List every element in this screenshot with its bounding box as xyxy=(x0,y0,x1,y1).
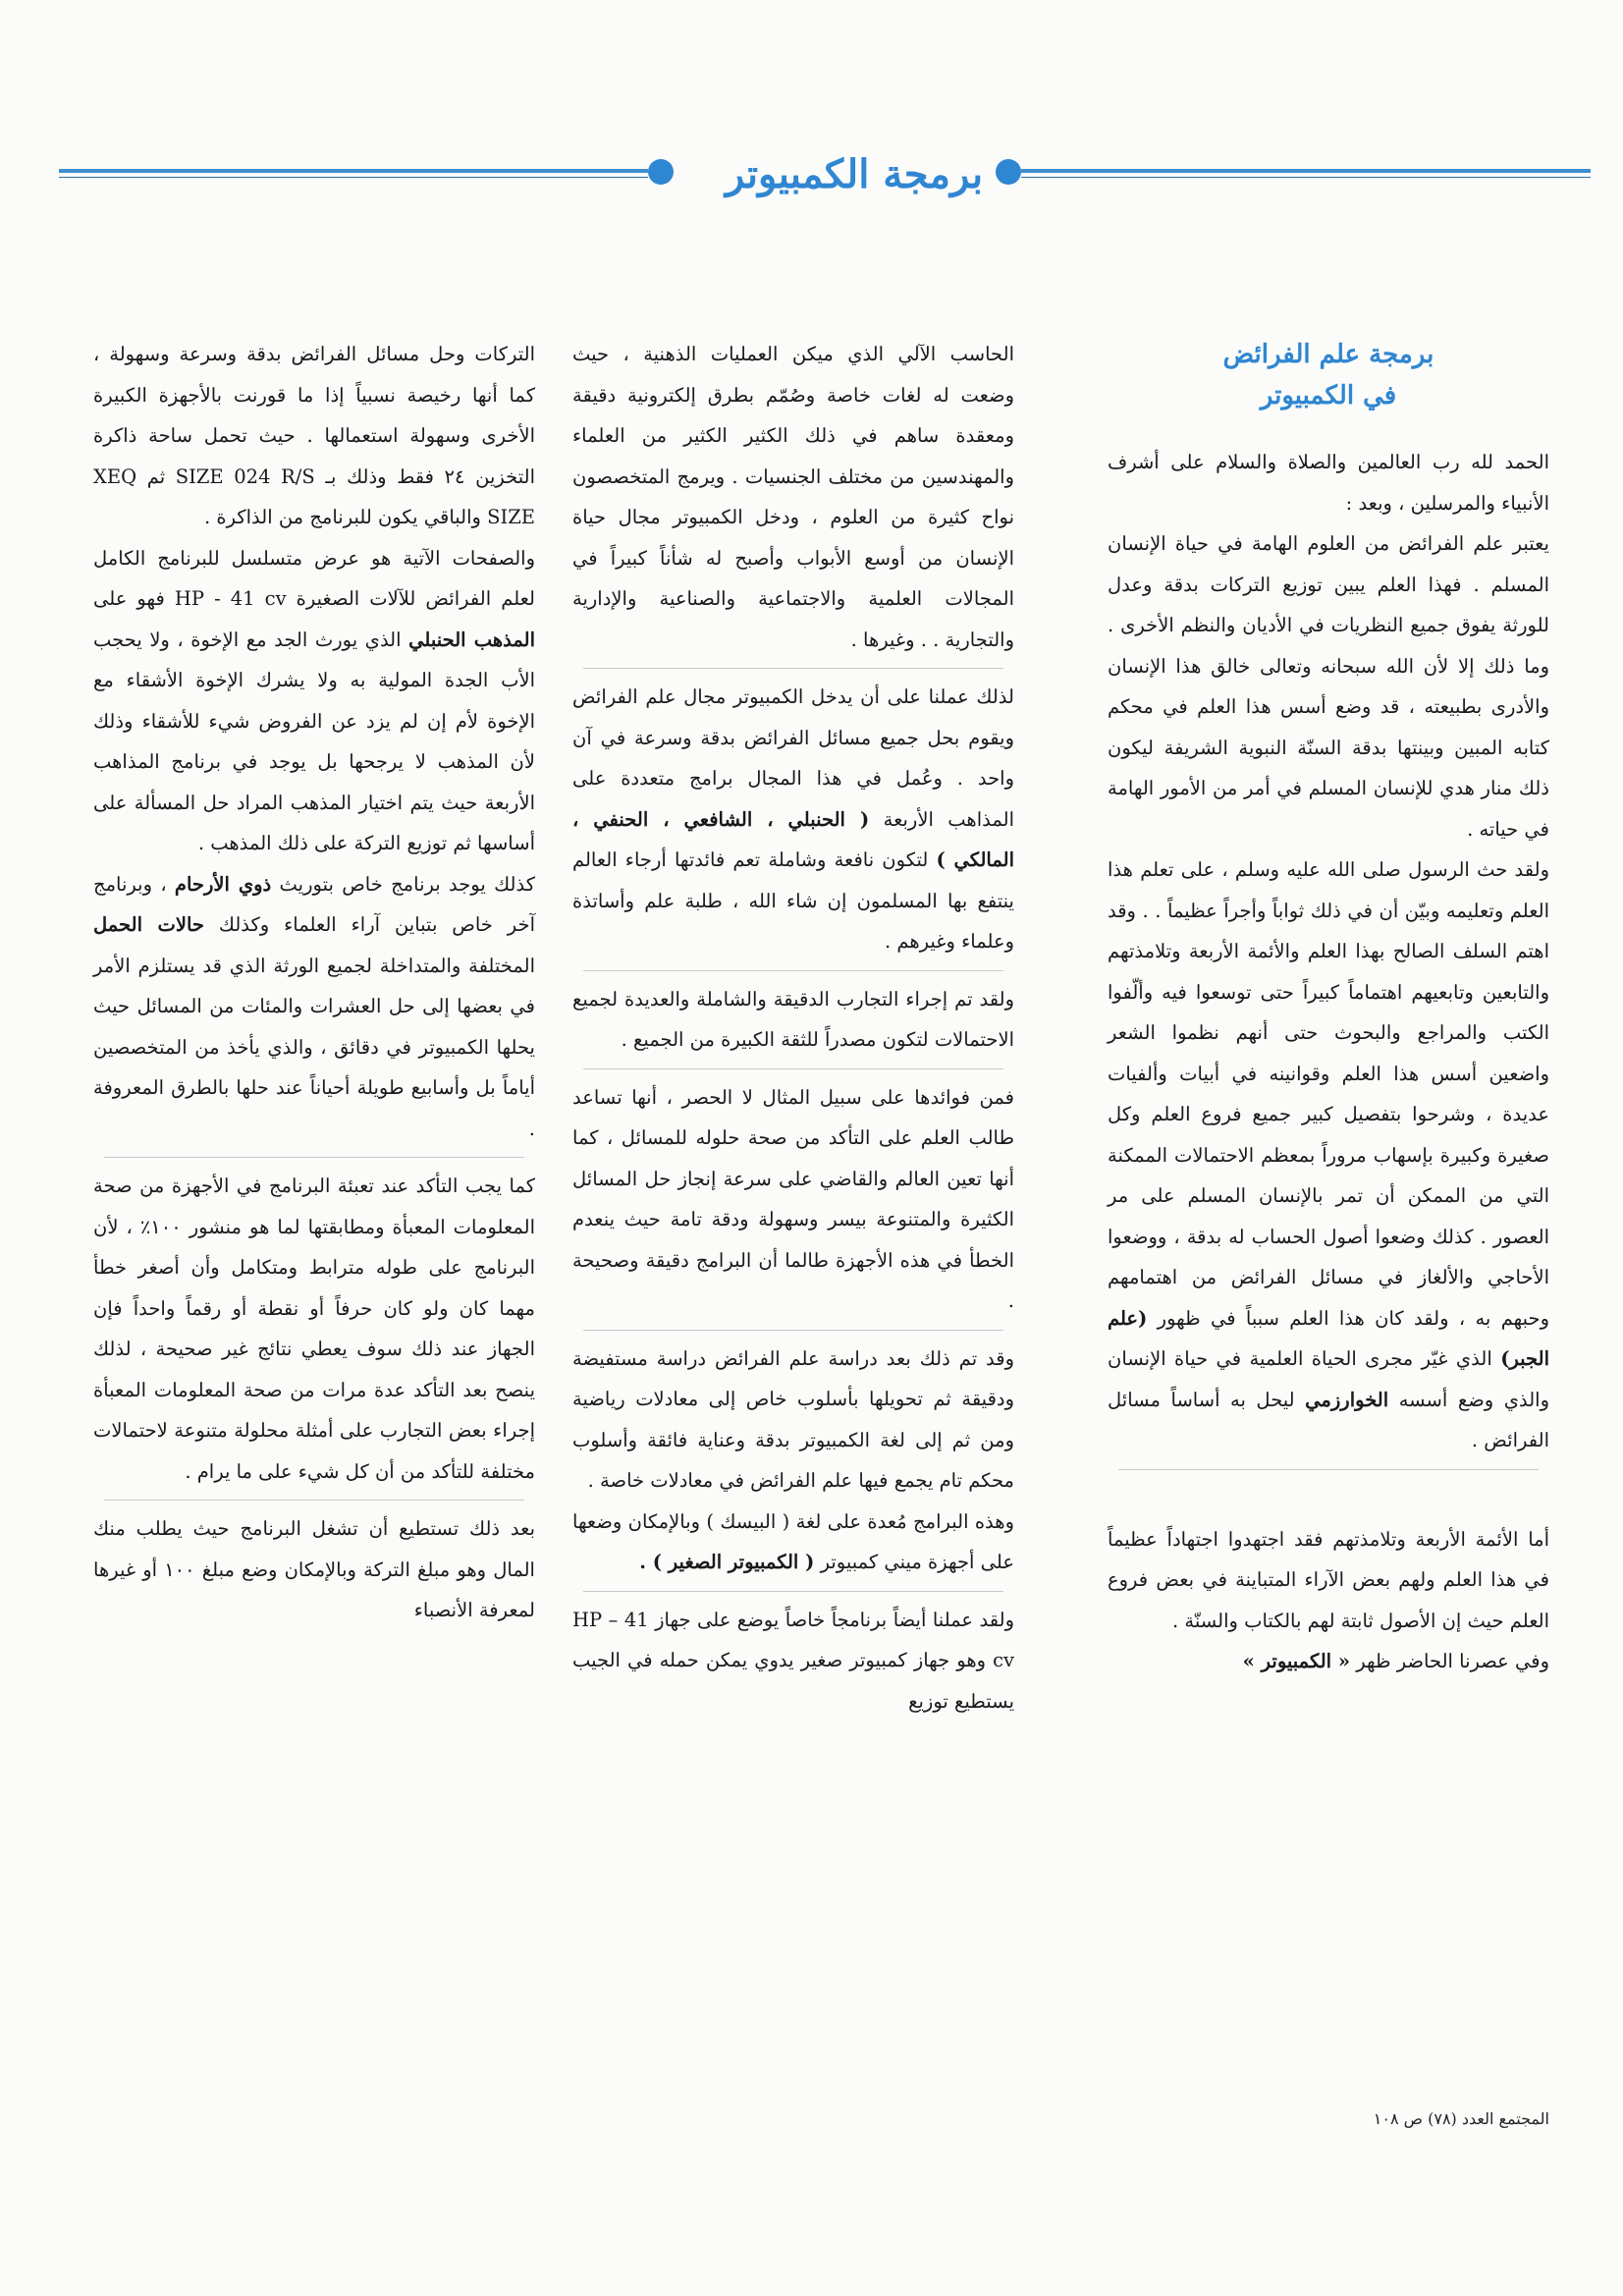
paragraph xyxy=(1108,849,1549,1461)
paragraph: ولقد تم إجراء التجارب الدقيقة والشاملة والعديدة لجميع الاحتمالات لتكون مصدراً للثقة الكبيرة من الجميع . xyxy=(572,987,1014,1051)
divider xyxy=(104,1157,524,1158)
page-footer: المجتمع العدد (٧٨) ص ١٠٨ xyxy=(1373,2109,1549,2128)
paragraph xyxy=(572,1502,1014,1583)
paragraph-text: كذلك يوجد برنامج خاص بتوريث xyxy=(279,872,535,896)
column-1 xyxy=(1108,334,1549,1682)
paragraph: كما يجب التأكد عند تعبئة البرنامج في الأجهزة من صحة المعلومات المعبأة ومطابقتها لما هو منشور ١٠٠٪ ، لأن البرنامج على طوله مترابط ومتكامل وأن أصغر خطأ مهما كان ولو كان حرفاً أو نقطة أو رقماً واحداً فإن الجهاز عند ذلك سوف يعطي نتائج غير صحيحة ، لذلك ينصح بعد التأكد عدة مرات من صحة المعلومات المعبأة إجراء بعض التجارب على أمثلة محلولة متنوعة لاحتمالات مختلفة للتأكد من أن كل شيء على ما يرام . xyxy=(93,1175,535,1483)
paragraph-text: وهذه البرامج مُعدة على لغة ( البيسك ) وبالإمكان وضعها على أجهزة ميني كمبيوتر xyxy=(572,1509,1014,1573)
divider xyxy=(583,1591,1003,1592)
paragraph: يعتبر علم الفرائض من العلوم الهامة في حياة الإنسان المسلم . فهذا العلم يبين توزيع التركات بدقة وعدل للورثة يفوق جميع النظريات في الأديان والنظم الأخرى . وما ذلك إلا لأن الله سبحانه وتعالى خالق هذا الإنسان والأدرى بطبيعته ، قد وضع أسس هذا العلم في محكم كتابه المبين وبينتها بدقة السنّة النبوية الشريفة ليكون ذلك منار هدي للإنسان المسلم في أمر من الأمور الهامة في حياته . xyxy=(1108,532,1549,841)
article-title xyxy=(1108,334,1549,416)
paragraph: الحمد لله رب العالمين والصلاة والسلام على أشرف الأنبياء والمرسلين ، وبعد : xyxy=(1108,451,1549,515)
paragraph xyxy=(93,864,535,1150)
paragraph-text: ولقد حث الرسول صلى الله عليه وسلم ، على تعلم هذا العلم وتعليمه وبيّن أن في ذلك ثواباً وأجراً عظيماً . . وقد اهتم السلف الصالح بهذا العلم والأئمة الأربعة وتلامذتهم والتابعين وتابعيهم اهتماماً كبيراً حتى توسعوا فيه وألّفوا الكتب والمراجع والبحوث حتى أنهم نظموا الشعر واضعين أسس هذا العلم وقوانينه في أبيات وألفيات عديدة ، وشرحوا بتفصيل كبير جميع فروع العلم وكل صغيرة وكبيرة بإسهاب مروراً بمعظم الاحتمالات الممكنة التي من الممكن أن تمر بالإنسان المسلم على مر العصور . كذلك وضعوا أصول الحساب له بدقة ، ووضعوا الأحاجي والألغاز في مسائل الفرائض من اهتمامهم وحبهم به ، ولقد كان هذا العلم سبباً في ظهور xyxy=(1108,858,1550,1330)
paragraph xyxy=(93,538,535,864)
column-3 xyxy=(93,334,535,1631)
paragraph: أما الأئمة الأربعة وتلامذتهم فقد اجتهدوا اجتهاداً عظيماً في هذا العلم ولهم بعض الآراء المتباينة في بعض فروع العلم حيث إن الأصول ثابتة لهم بالكتاب والسنّة . xyxy=(1108,1527,1549,1632)
paragraph: التركات وحل مسائل الفرائض بدقة وسرعة وسهولة ، كما أنها رخيصة نسبياً إذا ما قورنت بالأجهزة الكبيرة الأخرى وسهولة استعمالها . حيث تحمل ساحة ذاكرة التخزين ٢٤ فقط وذلك بـ SIZE 024 R/S ثم XEQ SIZE والباقي يكون للبرنامج من الذاكرة . xyxy=(93,343,535,528)
bold-term: المذهب الحنبلي xyxy=(408,628,536,651)
bold-term: الخوارزمي xyxy=(1305,1388,1389,1411)
divider xyxy=(583,668,1003,669)
paragraph xyxy=(572,677,1014,962)
divider xyxy=(583,1330,1003,1331)
bold-term: ( الحنبلي ، الشافعي ، الحنفي ، المالكي ) xyxy=(572,807,1014,871)
header-rule-left xyxy=(59,169,648,173)
header-dot-left xyxy=(648,159,674,185)
bold-term: « الكمبيوتر » xyxy=(1242,1650,1351,1672)
header-dot-right xyxy=(996,159,1021,185)
section-header xyxy=(59,147,1591,206)
paragraph-text: لتكون نافعة وشاملة تعم فائدتها أرجاء العالم ينتفع بها المسلمون إن شاء الله ، طلبة علم وأساتذة وعلماء وغيرهم . xyxy=(572,848,1014,953)
article-title-line-1: برمجة علم الفرائض xyxy=(1222,340,1434,369)
paragraph-text: لذلك عملنا على أن يدخل الكمبيوتر مجال علم الفرائض ويقوم بحل جميع مسائل الفرائض بدقة وسرعة في آن واحد . وعُمل في هذا المجال برامج متعددة على المذاهب الأربعة xyxy=(572,685,1015,831)
bold-term: حالات الحمل xyxy=(93,913,204,936)
paragraph: بعد ذلك تستطيع أن تشغل البرنامج حيث يطلب منك المال وهو مبلغ التركة وبالإمكان وضع مبلغ ١٠٠ أو غيرها لمعرفة الأنصباء xyxy=(93,1517,535,1621)
divider xyxy=(583,970,1003,971)
paragraph: الحاسب الآلي الذي ميكن العمليات الذهنية ، حيث وضعت له لغات خاصة وصُمّم بطرق إلكترونية دقيقة ومعقدة ساهم في ذلك الكثير الكثير من العلماء والمهندسين من مختلف الجنسيات . ويرمج المتخصصون نواح كثيرة من العلوم ، ودخل الكمبيوتر مجال حياة الإنسان من أوسع الأبواب وأصبح له شأناً كبيراً في المجالات العلمية والاجتماعية والصناعية والإدارية والتجارية . . وغيرها . xyxy=(572,343,1014,651)
column-2 xyxy=(572,334,1014,1722)
paragraph: ولقد عملنا أيضاً برنامجاً خاصاً يوضع على جهاز HP – 41 cv وهو جهاز كمبيوتر صغير يدوي يمكن حمله في الجيب يستطيع توزيع xyxy=(572,1608,1014,1713)
paragraph: وقد تم ذلك بعد دراسة علم الفرائض دراسة مستفيضة ودقيقة ثم تحويلها بأسلوب خاص إلى معادلات رياضية ومن ثم إلى لغة الكمبيوتر بدقة وعناية فائقة وأسلوب محكم تام يجمع فيها علم الفرائض في معادلات خاصة . xyxy=(572,1346,1014,1492)
paragraph-text: وفي عصرنا الحاضر ظهر xyxy=(1356,1650,1549,1672)
bold-term: ذوي الأرحام xyxy=(174,872,272,896)
paragraph-text: والصفحات الآتية هو عرض متسلسل للبرنامج الكامل لعلم الفرائض للآلات الصغيرة HP - 41 cv فهو على xyxy=(93,546,535,610)
paragraph xyxy=(1108,1641,1549,1682)
header-rule-right xyxy=(1021,169,1591,173)
article-title-line-2: في الكمبيوتر xyxy=(1260,381,1397,410)
bold-term: (علم الجبر) xyxy=(1108,1306,1550,1370)
bold-term: ( الكمبيوتر الصغير ) . xyxy=(639,1551,815,1573)
header-rule-left-thin xyxy=(59,177,648,178)
section-title: برمجة الكمبيوتر xyxy=(725,151,984,197)
paragraph: فمن فوائدها على سبيل المثال لا الحصر ، أنها تساعد طالب العلم على التأكد من صحة حلوله للمسائل ، كما أنها تعين العالم والقاضي على سرعة إنجاز حل المسائل الكثيرة والمتنوعة بيسر وسهولة ودقة تامة حيث ينعدم الخطأ في هذه الأجهزة طالما أن البرامج دقيقة وصحيحة . xyxy=(572,1085,1014,1312)
paragraph-text: الذي يورث الجد مع الإخوة ، ولا يحجب الأب الجدة المولية به ولا يشرك الإخوة الأشقاء مع الإخوة لأم إن لم يزد عن الفروض شيء للأشقاء وذلك لأن المذهب لا يرجحها بل يوجد في برنامج المذاهب الأربعة حيث يتم اختيار المذهب المراد حل المسألة على أساسها ثم توزيع التركة على ذلك المذهب . xyxy=(93,628,535,854)
paragraph-text: الذي غيّر مجرى الحياة العلمية في حياة الإنسان والذي وضع أسسه xyxy=(1108,1347,1550,1411)
paragraph-text: ، وبرنامج آخر خاص بتباين آراء العلماء وكذلك xyxy=(93,872,535,936)
divider xyxy=(1118,1469,1539,1470)
paragraph-text: ليحل به أساساً مسائل الفرائض . xyxy=(1108,1388,1549,1451)
divider xyxy=(583,1068,1003,1069)
header-rule-right-thin xyxy=(1021,177,1591,178)
divider xyxy=(104,1500,524,1501)
paragraph-text: المختلفة والمتداخلة لجميع الورثة الذي قد يستلزم الأمر في بعضها إلى حل العشرات والمئات من المسائل حيث يحلها الكمبيوتر في دقائق ، والذي يأخذ من المتخصصين أياماً بل وأسابيع طويلة أحياناً عند حلها بالطرق المعروفة . xyxy=(93,954,535,1140)
